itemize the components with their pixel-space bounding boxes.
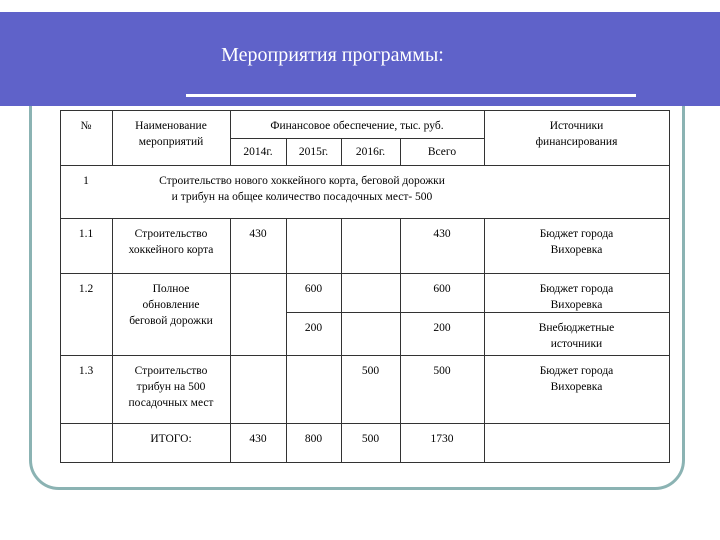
row-1-3-number: 1.3 bbox=[78, 365, 94, 377]
totals-2016: 500 bbox=[361, 433, 380, 445]
header-2015: 2015г. bbox=[298, 146, 329, 158]
totals-total: 1730 bbox=[430, 433, 454, 445]
row-1-2-a-2015: 600 bbox=[304, 283, 323, 295]
row-1-3-2016: 500 bbox=[361, 365, 380, 377]
row-1-3-name: Строительство трибун на 500 посадочных мест bbox=[128, 365, 214, 409]
row-1-3-total: 500 bbox=[433, 365, 451, 377]
column-divider bbox=[230, 218, 231, 463]
header-2016: 2016г. bbox=[355, 146, 386, 158]
totals-label: ИТОГО: bbox=[150, 433, 192, 445]
row-1-1-source: Бюджет города Вихоревка bbox=[539, 228, 614, 256]
column-divider bbox=[286, 218, 287, 463]
header-sources: Источники финансирования bbox=[535, 120, 618, 148]
row-1-1-2014: 430 bbox=[249, 228, 267, 240]
header-2014: 2014г. bbox=[243, 146, 273, 158]
row-1-1-number: 1.1 bbox=[78, 228, 94, 240]
finance-subheader-line bbox=[230, 138, 484, 139]
header-name: Наименование мероприятий bbox=[135, 120, 207, 148]
row-1-description: Строительство нового хоккейного корта, беговой дорожки и трибун на общее количество посадочных мест- 500 bbox=[159, 175, 445, 203]
row-1-2-name: Полное обновление беговой дорожки bbox=[129, 283, 213, 327]
table-border-bottom bbox=[60, 462, 670, 463]
column-divider bbox=[341, 218, 342, 463]
table-border-top bbox=[60, 110, 670, 111]
table-row-divider bbox=[60, 355, 670, 356]
row-1-2-b-source: Внебюджетные источники bbox=[538, 322, 615, 350]
header-finance: Финансовое обеспечение, тыс. руб. bbox=[270, 120, 444, 132]
table-row-divider bbox=[60, 423, 670, 424]
header-total: Всего bbox=[427, 146, 457, 158]
row-1-1-name: Строительство хоккейного корта bbox=[128, 228, 214, 256]
row-1-number: 1 bbox=[83, 175, 89, 187]
table-border-right bbox=[669, 110, 670, 463]
row-1-2-a-source: Бюджет города Вихоревка bbox=[539, 283, 614, 311]
table-row-divider bbox=[60, 165, 670, 166]
header-number: № bbox=[80, 120, 92, 132]
row-1-1-total: 430 bbox=[433, 228, 451, 240]
row-1-2-number: 1.2 bbox=[78, 283, 94, 295]
table-row-divider bbox=[60, 218, 670, 219]
table-row-divider bbox=[60, 273, 670, 274]
row-1-2-a-total: 600 bbox=[433, 283, 451, 295]
totals-2015: 800 bbox=[304, 433, 323, 445]
row-1-2-b-total: 200 bbox=[433, 322, 451, 334]
column-divider bbox=[400, 218, 401, 463]
row-1-3-source: Бюджет города Вихоревка bbox=[539, 365, 614, 393]
slide-title: Мероприятия программы: bbox=[221, 44, 444, 66]
totals-2014: 430 bbox=[249, 433, 267, 445]
row-1-2-b-2015: 200 bbox=[304, 322, 323, 334]
